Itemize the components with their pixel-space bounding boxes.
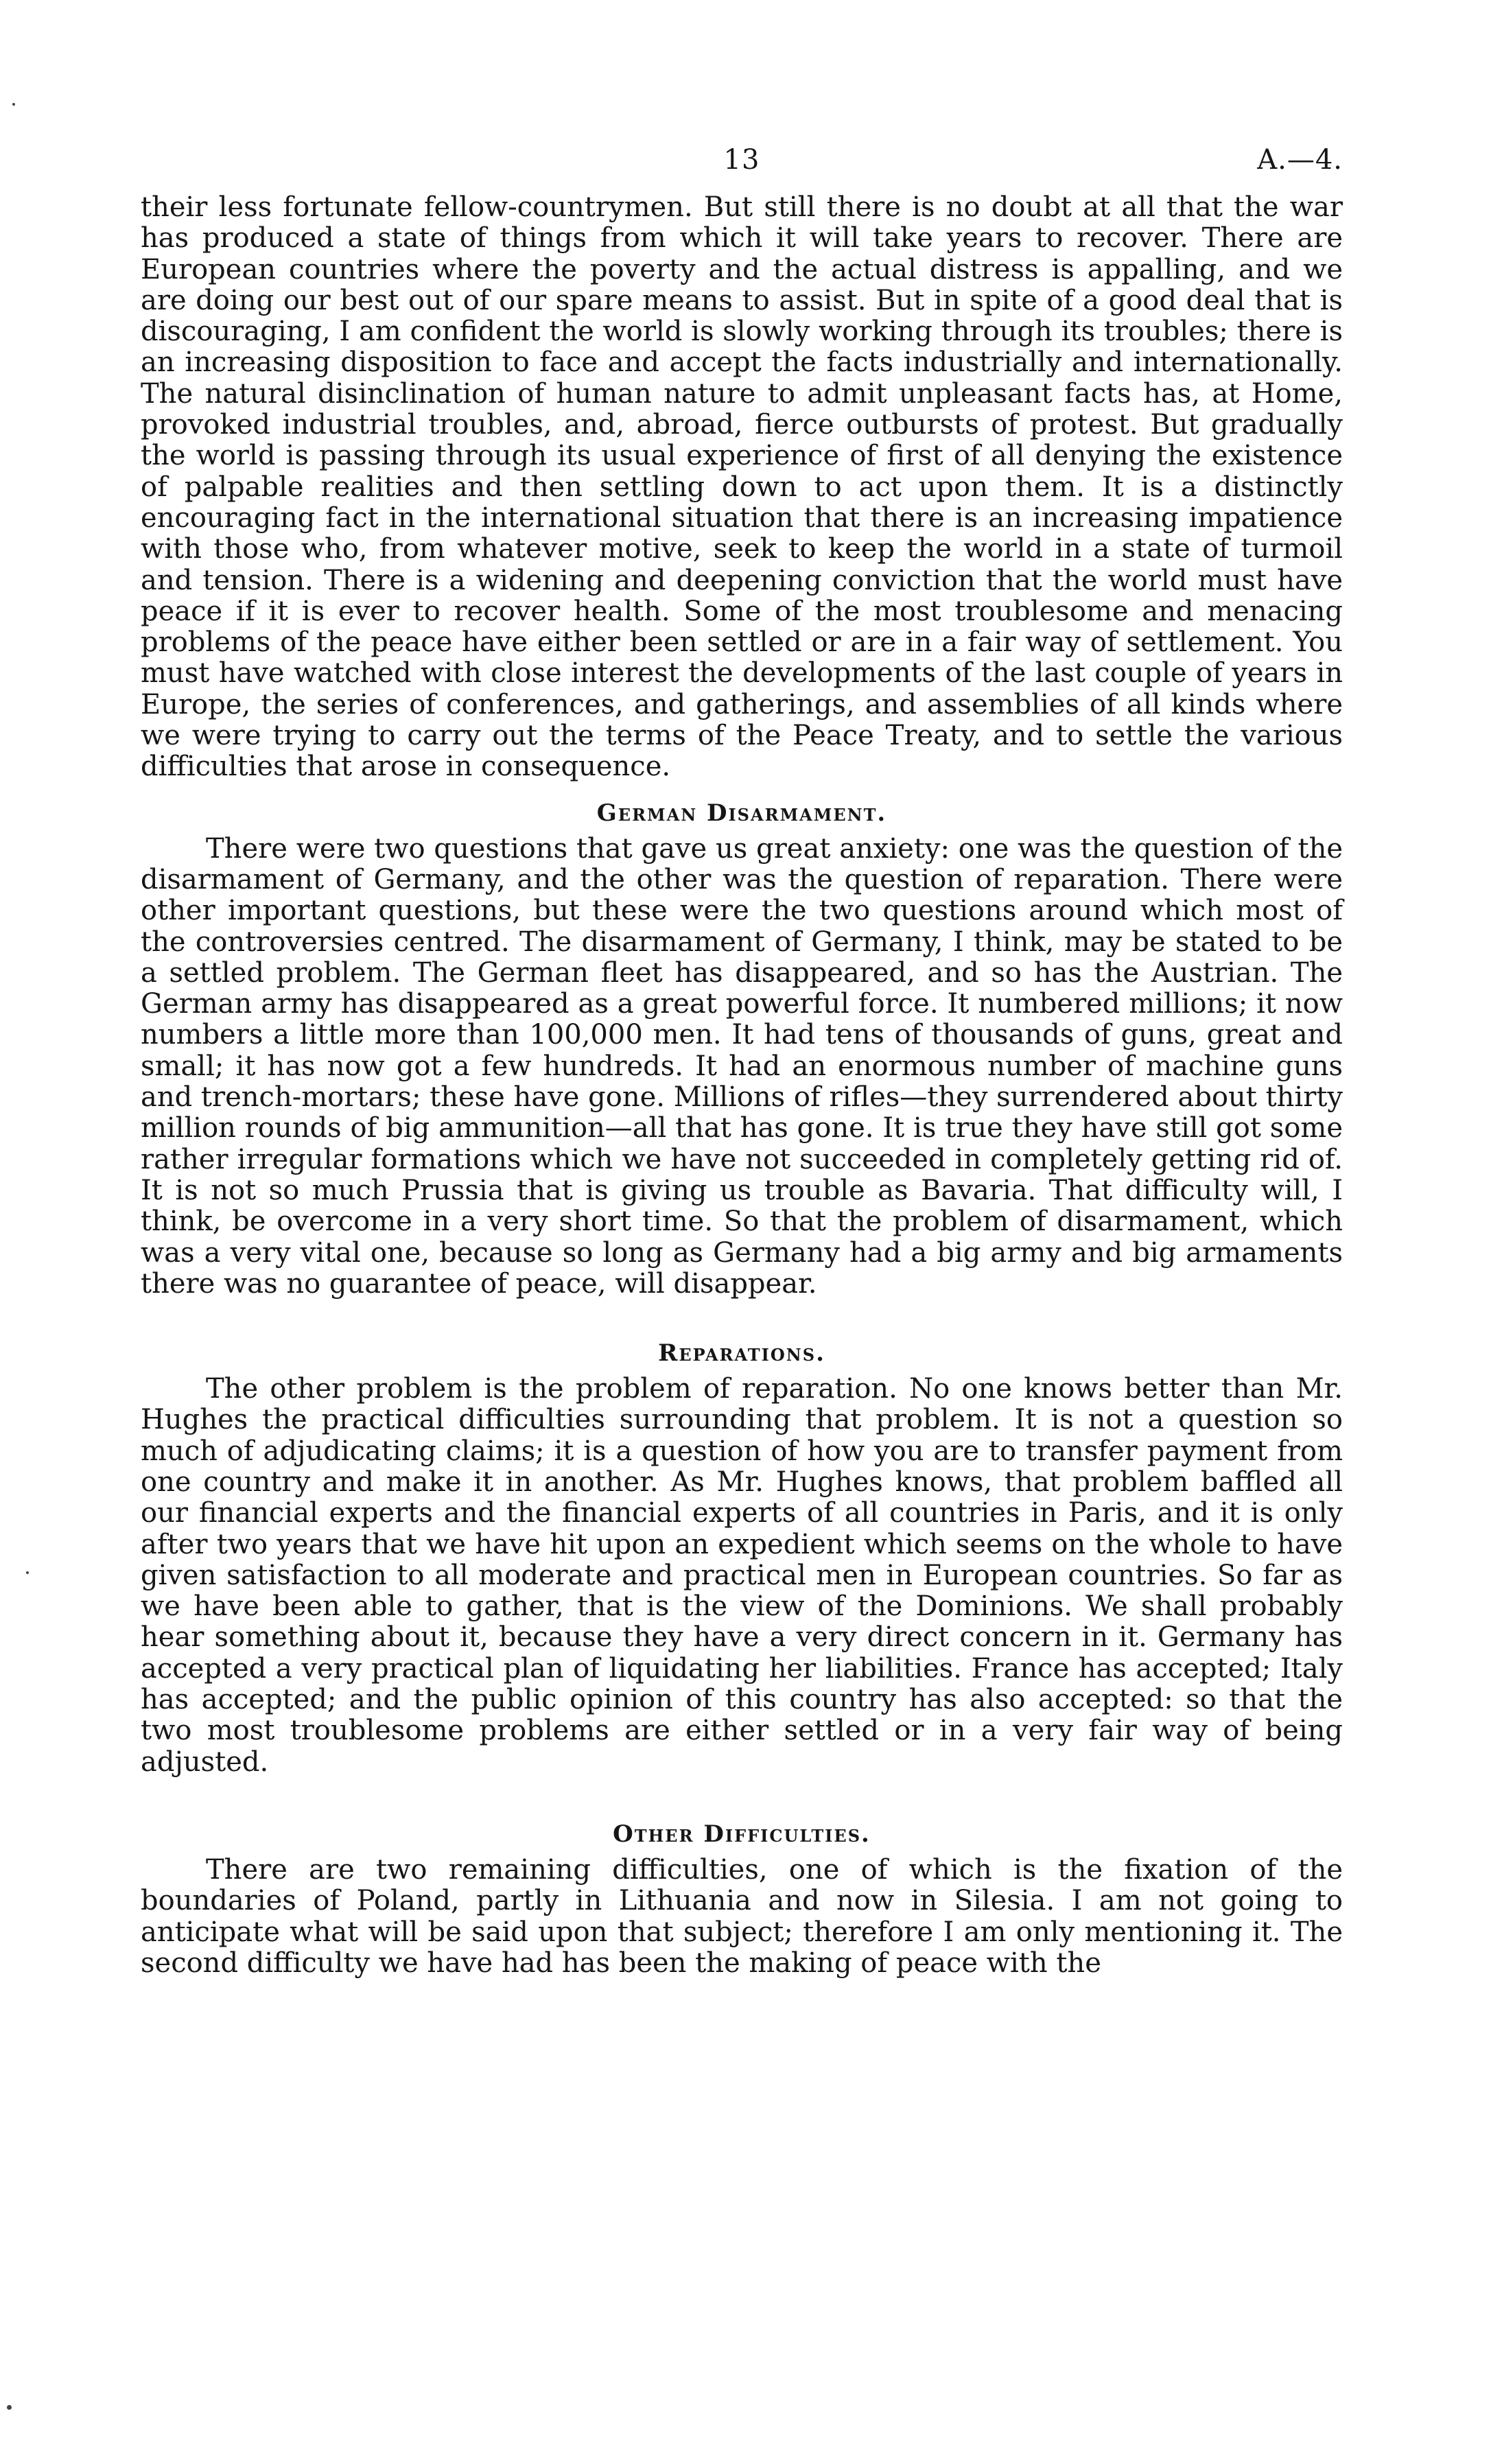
margin-speck xyxy=(7,2405,12,2410)
document-page xyxy=(141,144,1343,1979)
margin-speck xyxy=(26,1571,29,1574)
document-reference: A.—4. xyxy=(1257,144,1343,176)
heading-other-difficulties: Other Difficulties. xyxy=(613,1820,871,1848)
page-number: 13 xyxy=(723,144,760,176)
heading-german-disarmament: German Disarmament. xyxy=(596,799,887,827)
paragraph-disarmament: There were two questions that gave us great anxiety: one was the question of the disarmament of Germany, and the other was the question of reparation. There were other important questions, but these were the two questions around which most of the controversies centred. The disarmament of Germany, I think, may be stated to be a settled problem. The German fleet has disappeared, and so has the Austrian. The German army has disappeared as a great powerful force. It numbered millions; it now numbers a little more than 100,000 men. It had tens of thousands of guns, great and small; it has now got a few hundreds. It had an enormous number of machine guns and trench-mortars; these have gone. Millions of rifles—they surrendered about thirty million rounds of big ammunition—all that has gone. It is true they have still got some rather irregular formations which we have not succeeded in completely getting rid of. It is not so much Prussia that is giving us trouble as Bavaria. That difficulty will, I think, be overcome in a very short time. So that the problem of disarmament, which was a very vital one, because so long as Germany had a big army and big armaments there was no guarantee of peace, will disappear. xyxy=(141,832,1343,1300)
paragraph-reparations: The other problem is the problem of reparation. No one knows better than Mr. Hughes the practical difficulties surrounding that problem. It is not a question so much of adjudicating claims; it is a question of how you are to transfer payment from one country and make it in another. As Mr. Hughes knows, that problem baffled all our financial experts and the financial experts of all countries in Paris, and it is only after two years that we have hit upon an expedient which seems on the whole to have given satisfaction to all moderate and practical men in European countries. So far as we have been able to gather, that is the view of the Dominions. We shall probably hear something about it, because they have a very direct concern in it. Germany has accepted a very practical plan of liquidating her liabilities. France has accepted; Italy has accepted; and the public opinion of this country has also accepted: so that the two most troublesome problems are either settled or in a very fair way of being adjusted. xyxy=(141,1373,1343,1778)
page-header xyxy=(141,144,1343,192)
heading-reparations: Reparations. xyxy=(658,1339,825,1368)
paragraph-other-difficulties: There are two remaining difficulties, one of which is the fixation of the boundaries of Poland, partly in Lithuania and now in Silesia. I am not going to anticipate what will be said upon that subject; therefore I am only mentioning it. The second difficulty we have had has been the making of peace with the xyxy=(141,1853,1343,1979)
paragraph-intro: their less fortunate fellow-countrymen. But still there is no doubt at all that the war has produced a state of things from which it will take years to recover. There are European countries where the poverty and the actual distress is appalling, and we are doing our best out of our spare means to assist. But in spite of a good deal that is discouraging, I am confident the world is slowly working through its troubles; there is an increasing disposition to face and accept the facts industrially and internationally. The natural disinclination of human nature to admit unpleasant facts has, at Home, provoked industrial troubles, and, abroad, fierce outbursts of protest. But gradually the world is passing through its usual experience of first of all denying the existence of palpable realities and then settling down to act upon them. It is a distinctly encouraging fact in the international situation that there is an increasing impatience with those who, from whatever motive, seek to keep the world in a state of turmoil and tension. There is a widening and deepening conviction that the world must have peace if it is ever to recover health. Some of the most troublesome and menacing problems of the peace have either been settled or are in a fair way of settlement. You must have watched with close interest the developments of the last couple of years in Europe, the series of conferences, and gatherings, and assemblies of all kinds where we were trying to carry out the terms of the Peace Treaty, and to settle the various difficulties that arose in consequence. xyxy=(141,191,1343,783)
margin-speck xyxy=(12,103,15,106)
